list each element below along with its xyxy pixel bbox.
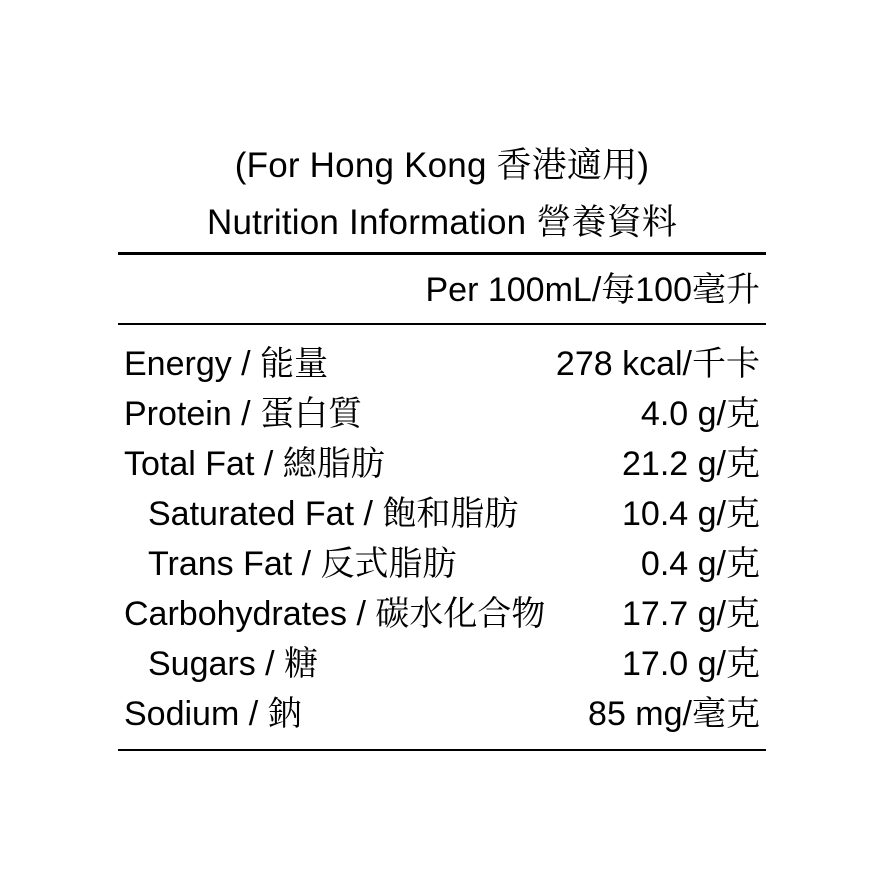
table-row (118, 439, 766, 489)
table-row (118, 489, 766, 539)
table-row (118, 589, 766, 639)
table-row (118, 539, 766, 589)
table-row (118, 339, 766, 389)
region-note: (For Hong Kong 香港適用) (234, 146, 650, 185)
nutrient-value: 17.7 g/克 (622, 595, 760, 633)
label-header (118, 138, 766, 252)
nutrient-name: Total Fat / 總脂肪 (124, 445, 385, 483)
nutrient-name: Saturated Fat / 飽和脂肪 (148, 495, 519, 533)
nutrient-name: Trans Fat / 反式脂肪 (148, 545, 457, 583)
nutrient-name: Protein / 蛋白質 (124, 395, 363, 433)
table-row (118, 639, 766, 689)
nutrition-facts-label (118, 138, 766, 757)
nutrient-value: 85 mg/毫克 (588, 695, 760, 733)
nutrient-name: Energy / 能量 (124, 345, 329, 383)
table-row (118, 689, 766, 739)
nutrient-value: 17.0 g/克 (622, 645, 760, 683)
nutrient-value: 4.0 g/克 (640, 395, 760, 433)
nutrient-name: Carbohydrates / 碳水化合物 (124, 595, 546, 633)
nutrient-value: 21.2 g/克 (622, 445, 760, 483)
serving-basis: Per 100mL/每100毫升 (425, 271, 760, 309)
label-bottom-spacer (118, 751, 766, 757)
label-title: Nutrition Information 營養資料 (206, 203, 678, 242)
nutrient-name: Sodium / 鈉 (124, 695, 302, 733)
table-row (118, 389, 766, 439)
nutrient-value: 0.4 g/克 (640, 545, 760, 583)
nutrient-name: Sugars / 糖 (148, 645, 319, 683)
nutrient-rows (118, 325, 766, 749)
nutrient-value: 10.4 g/克 (622, 495, 760, 533)
nutrient-value: 278 kcal/千卡 (555, 345, 760, 383)
